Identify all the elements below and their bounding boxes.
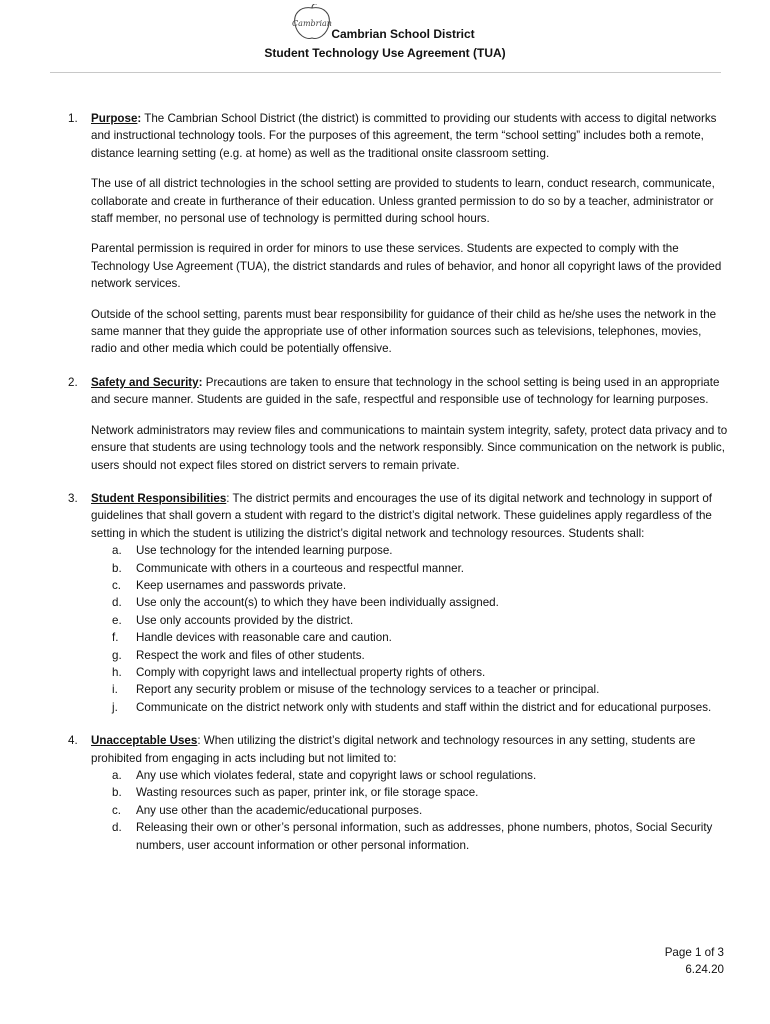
section-number: 3. (68, 491, 78, 505)
section-heading: Safety and Security (91, 375, 199, 389)
paragraph: Network administrators may review files and communications to maintain system integrity, safety, protect data privacy and to ensure that students are using technology tools and the network responsibly. Since communication on the network is public, users should not expect files stored on district servers to remain private. (91, 423, 728, 472)
list-item: e. Use only accounts provided by the district. (112, 613, 354, 627)
list-item: b. Communicate with others in a courteous and respectful manner. (112, 561, 465, 575)
section-unacceptable-uses (68, 732, 728, 854)
document-title: Student Technology Use Agreement (TUA) (264, 46, 506, 60)
svg-text:Cambrian: Cambrian (292, 19, 332, 28)
list-item: j. Communicate on the district network only with students and staff within the district and for educational purposes. (112, 700, 712, 714)
list-item: c. Any use other than the academic/educational purposes. (112, 803, 423, 817)
paragraph: Parental permission is required in order for minors to use these services. Students are expected to comply with the Technology Use Agreement (TUA), the district standards and rules of behavior, and honor all copyright laws of the provided network services. (91, 242, 722, 291)
section-intro: Student Responsibilities: The district permits and encourages the use of its digital network and technology in support of guidelines that shall govern a student with regard to the district’s digital network. These guidelines apply regardless of the setting in which the student is utilizing the district’s digital network and technology resources. Students shall: (91, 491, 713, 540)
section-safety-security (68, 374, 728, 474)
section-heading: Student Responsibilities (91, 491, 227, 505)
paragraph: Outside of the school setting, parents must bear responsibility for guidance of their child as he/she uses the network in the same manner that they guide the appropriate use of other information sources such as televisions, telephones, movies, radio and other media which could be potentially offensive. (91, 307, 717, 356)
section-purpose (68, 110, 728, 358)
responsibilities-list (91, 542, 728, 716)
section-intro: Unacceptable Uses: When utilizing the district’s digital network and technology resources in any setting, students are prohibited from engaging in acts including but not limited to: (91, 734, 696, 765)
list-item: h. Comply with copyright laws and intellectual property rights of others. (112, 665, 486, 679)
unacceptable-uses-list (91, 767, 728, 854)
page-footer (665, 944, 724, 978)
list-item: d. Use only the account(s) to which they have been individually assigned. (112, 596, 499, 610)
list-item: g. Respect the work and files of other students. (112, 648, 365, 662)
page-number: Page 1 of 3 (664, 946, 724, 959)
list-item: b. Wasting resources such as paper, printer ink, or file storage space. (112, 786, 479, 800)
revision-date: 6.24.20 (685, 963, 724, 976)
section-number: 1. (68, 112, 78, 125)
district-name: Cambrian School District (331, 27, 475, 41)
document-body (68, 110, 728, 854)
section-heading: Unacceptable Uses (91, 734, 198, 748)
list-item: f. Handle devices with reasonable care and caution. (112, 631, 392, 645)
list-item: a. Use technology for the intended learning purpose. (112, 544, 393, 558)
list-item: d. Releasing their own or other’s personal information, such as addresses, phone numbers, photos, Social Security numbers, user account information or other personal information. (112, 821, 713, 852)
paragraph: The use of all district technologies in the school setting are provided to students to learn, conduct research, communicate, collaborate and create in furtherance of their education. Unless granted permission to do so by a teacher, administrator or staff member, no personal use of technology is permitted during school hours. (91, 177, 715, 226)
section-intro: Safety and Security: Precautions are taken to ensure that technology in the school setting is being used in an appropriate and secure manner. Students are guided in the safe, respectful and responsible use of technology for learning purposes. (91, 375, 720, 407)
section-intro: Purpose: The Cambrian School District (the district) is committed to providing our students with access to digital networks and instructional technology tools. For the purposes of this agreement, the term “school setting” includes both a remote, distance learning setting (e.g. at home) as well as the traditional onsite classroom setting. (91, 112, 717, 160)
list-item: i. Report any security problem or misuse of the technology services to a teacher or principal. (112, 683, 600, 697)
section-heading: Purpose (91, 112, 138, 125)
section-student-responsibilities (68, 490, 728, 716)
section-number: 2. (68, 375, 78, 389)
list-item: c. Keep usernames and passwords private. (112, 578, 347, 592)
header-divider (50, 72, 721, 73)
section-number: 4. (68, 734, 78, 748)
list-item: a. Any use which violates federal, state and copyright laws or school regulations. (112, 769, 537, 782)
